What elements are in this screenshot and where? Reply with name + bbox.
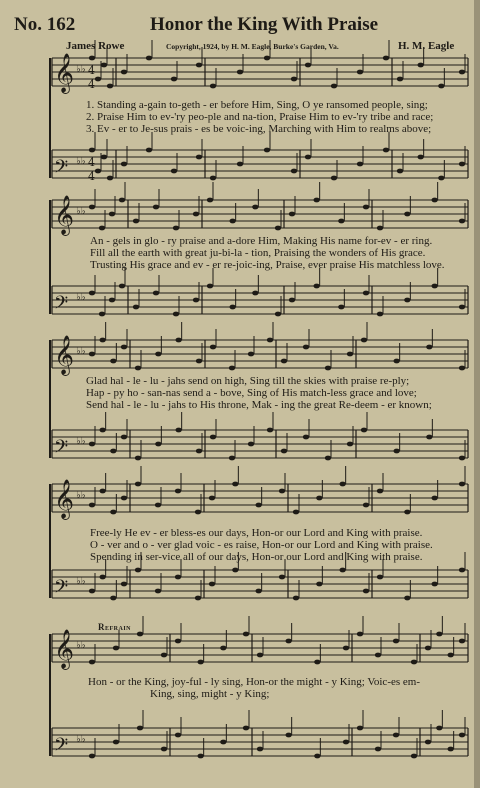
note-head: [155, 352, 161, 357]
note-head: [303, 345, 309, 350]
key-signature-flats: ♭♭: [76, 206, 86, 217]
note-head: [393, 359, 399, 364]
note-head: [99, 226, 105, 231]
note-head: [426, 435, 432, 440]
hymn-title: Honor the King With Praise: [150, 14, 379, 35]
note-head: [279, 489, 285, 494]
note-head: [267, 428, 273, 433]
note-head: [289, 212, 295, 217]
note-head: [338, 305, 344, 310]
note-head: [267, 338, 273, 343]
note-head: [110, 359, 116, 364]
note-head: [101, 155, 107, 160]
note-head: [291, 77, 297, 82]
note-head: [135, 456, 141, 461]
note-head: [110, 449, 116, 454]
note-head: [197, 754, 203, 759]
note-head: [252, 291, 258, 296]
note-head: [361, 338, 367, 343]
treble-clef-icon: 𝄞: [54, 195, 75, 235]
note-head: [210, 435, 216, 440]
lyric-line: 3. Ev - er to Je-sus prais - es be voic-ing, Marching with Him to realms above;: [86, 123, 432, 135]
note-head: [89, 589, 95, 594]
time-signature: 4: [88, 170, 95, 183]
note-head: [255, 503, 261, 508]
lyric-line: Hon - or the King, joy-ful - ly sing, Hon-or the might - y King; Voic-es em-: [88, 676, 420, 688]
time-signature: 4: [88, 78, 95, 91]
note-head: [243, 726, 249, 731]
note-head: [404, 212, 410, 217]
note-head: [209, 496, 215, 501]
note-head: [417, 63, 423, 68]
bass-clef-icon: 𝄢: [54, 437, 69, 462]
lyric-line: Hap - py ho - san-nas send a - bove, Sing of His match-less grace and love;: [86, 387, 417, 399]
note-head: [243, 632, 249, 637]
note-head: [155, 503, 161, 508]
note-head: [197, 660, 203, 665]
treble-clef-icon: 𝄞: [54, 53, 75, 93]
note-head: [293, 510, 299, 515]
note-head: [339, 568, 345, 573]
note-head: [135, 366, 141, 371]
treble-clef-icon: 𝄞: [54, 479, 75, 519]
note-head: [279, 575, 285, 580]
note-head: [175, 489, 181, 494]
lyric-line: An - gels in glo - ry praise and a-dore Him, Making His name for-ev - er ring.: [90, 235, 433, 247]
note-head: [232, 482, 238, 487]
note-head: [375, 653, 381, 658]
time-signature: 4: [88, 156, 95, 169]
note-head: [357, 726, 363, 731]
note-head: [325, 456, 331, 461]
note-head: [146, 148, 152, 153]
note-head: [89, 660, 95, 665]
note-head: [196, 63, 202, 68]
note-head: [109, 212, 115, 217]
note-head: [99, 575, 105, 580]
note-head: [257, 747, 263, 752]
note-head: [89, 56, 95, 61]
lyric-line: Spending in ser-vice all of our days, Hon-or our Lord and King with praise.: [90, 551, 423, 563]
note-head: [404, 298, 410, 303]
note-head: [425, 740, 431, 745]
note-head: [175, 428, 181, 433]
note-head: [99, 338, 105, 343]
note-head: [207, 284, 213, 289]
note-head: [195, 596, 201, 601]
note-head: [175, 575, 181, 580]
note-head: [285, 639, 291, 644]
note-head: [281, 449, 287, 454]
note-head: [255, 589, 261, 594]
note-head: [291, 169, 297, 174]
page-edge-shadow: [474, 0, 480, 788]
note-head: [305, 155, 311, 160]
refrain-label: Refrain: [98, 622, 132, 632]
note-head: [248, 352, 254, 357]
note-head: [89, 754, 95, 759]
note-head: [275, 312, 281, 317]
note-head: [121, 496, 127, 501]
note-head: [377, 489, 383, 494]
note-head: [377, 312, 383, 317]
note-head: [377, 575, 383, 580]
key-signature-flats: ♭♭: [76, 576, 86, 587]
note-head: [383, 56, 389, 61]
note-head: [397, 77, 403, 82]
note-head: [95, 169, 101, 174]
lyric-line: Free-ly He ev - er bless-es our days, Hon-or our Lord and King with praise.: [90, 527, 423, 539]
bass-clef-icon: 𝄢: [54, 577, 69, 602]
lyric-line: King, sing, might - y King;: [150, 688, 270, 700]
note-head: [426, 345, 432, 350]
note-head: [417, 155, 423, 160]
hymn-number: No. 162: [14, 14, 76, 35]
note-head: [404, 596, 410, 601]
bass-clef-icon: 𝄢: [54, 157, 69, 182]
note-head: [314, 754, 320, 759]
treble-clef-icon: 𝄞: [54, 335, 75, 375]
note-head: [89, 352, 95, 357]
key-signature-flats: ♭♭: [76, 156, 86, 167]
note-head: [119, 198, 125, 203]
note-head: [121, 435, 127, 440]
note-head: [438, 84, 444, 89]
note-head: [161, 747, 167, 752]
note-head: [357, 162, 363, 167]
note-head: [264, 56, 270, 61]
note-head: [436, 726, 442, 731]
lyric-line: Fill all the earth with great ju-bi-la - tion, Praising the wonders of His grace.: [90, 247, 426, 259]
note-head: [137, 726, 143, 731]
note-head: [397, 169, 403, 174]
note-head: [173, 312, 179, 317]
note-head: [459, 366, 465, 371]
note-head: [99, 312, 105, 317]
note-head: [363, 503, 369, 508]
note-head: [459, 70, 465, 75]
copyright-notice: Copyright, 1924, by H. M. Eagle, Burke's Garden, Va.: [166, 42, 339, 51]
note-head: [411, 660, 417, 665]
note-head: [153, 205, 159, 210]
note-head: [459, 639, 465, 644]
note-head: [229, 305, 235, 310]
note-head: [313, 198, 319, 203]
note-head: [207, 198, 213, 203]
key-signature-flats: ♭♭: [76, 734, 86, 745]
note-head: [119, 284, 125, 289]
note-head: [363, 589, 369, 594]
note-head: [155, 589, 161, 594]
note-head: [237, 162, 243, 167]
note-head: [316, 582, 322, 587]
note-head: [393, 639, 399, 644]
note-head: [210, 84, 216, 89]
note-head: [113, 740, 119, 745]
note-head: [89, 442, 95, 447]
note-head: [171, 169, 177, 174]
note-head: [110, 510, 116, 515]
note-head: [95, 77, 101, 82]
note-head: [289, 298, 295, 303]
note-head: [438, 176, 444, 181]
note-head: [316, 496, 322, 501]
key-signature-flats: ♭♭: [76, 346, 86, 357]
note-head: [459, 305, 465, 310]
note-head: [404, 510, 410, 515]
note-head: [209, 582, 215, 587]
note-head: [89, 503, 95, 508]
note-head: [436, 632, 442, 637]
note-head: [161, 653, 167, 658]
key-signature-flats: ♭♭: [76, 64, 86, 75]
note-head: [229, 366, 235, 371]
note-head: [431, 496, 437, 501]
note-head: [347, 442, 353, 447]
note-head: [425, 646, 431, 651]
note-head: [459, 456, 465, 461]
note-head: [121, 582, 127, 587]
note-head: [393, 733, 399, 738]
note-head: [135, 568, 141, 573]
note-head: [137, 632, 143, 637]
note-head: [347, 352, 353, 357]
note-head: [431, 198, 437, 203]
note-head: [264, 148, 270, 153]
note-head: [305, 63, 311, 68]
note-head: [377, 226, 383, 231]
note-head: [431, 582, 437, 587]
note-head: [220, 740, 226, 745]
key-signature-flats: ♭♭: [76, 490, 86, 501]
note-head: [459, 162, 465, 167]
lyric-line: O - ver and o - ver glad voic - es raise, Hon-or our Lord and King with praise.: [90, 539, 433, 551]
note-head: [109, 298, 115, 303]
note-head: [133, 305, 139, 310]
note-head: [411, 754, 417, 759]
note-head: [155, 442, 161, 447]
note-head: [210, 345, 216, 350]
note-head: [343, 646, 349, 651]
note-head: [173, 226, 179, 231]
note-head: [110, 596, 116, 601]
note-head: [175, 338, 181, 343]
note-head: [210, 176, 216, 181]
note-head: [303, 435, 309, 440]
note-head: [325, 366, 331, 371]
note-head: [196, 449, 202, 454]
note-head: [146, 56, 152, 61]
note-head: [393, 449, 399, 454]
note-head: [361, 428, 367, 433]
note-head: [121, 345, 127, 350]
note-head: [175, 733, 181, 738]
treble-clef-icon: 𝄞: [54, 629, 75, 669]
note-head: [101, 63, 107, 68]
key-signature-flats: ♭♭: [76, 292, 86, 303]
note-head: [459, 568, 465, 573]
note-head: [99, 489, 105, 494]
note-head: [89, 205, 95, 210]
note-head: [196, 155, 202, 160]
lyric-line: 2. Praise Him to ev-'ry peo-ple and na-tion, Praise Him to ev-'ry tribe and race;: [86, 111, 434, 123]
note-head: [248, 442, 254, 447]
note-head: [193, 212, 199, 217]
note-head: [357, 632, 363, 637]
note-head: [375, 747, 381, 752]
composer-credit: H. M. Eagle: [398, 40, 455, 52]
note-head: [383, 148, 389, 153]
note-head: [357, 70, 363, 75]
note-head: [107, 176, 113, 181]
lyric-line: Send hal - le - lu - jahs to His throne, Mak - ing the great Re-deem - er known;: [86, 399, 432, 411]
note-head: [447, 747, 453, 752]
note-head: [113, 646, 119, 651]
note-head: [285, 733, 291, 738]
note-head: [107, 84, 113, 89]
note-head: [313, 284, 319, 289]
note-head: [257, 653, 263, 658]
bass-clef-icon: 𝄢: [54, 735, 69, 760]
note-head: [121, 70, 127, 75]
note-head: [175, 639, 181, 644]
note-head: [331, 176, 337, 181]
note-head: [153, 291, 159, 296]
note-head: [275, 226, 281, 231]
note-head: [459, 219, 465, 224]
lyric-line: 1. Standing a-gain to-geth - er before Him, Sing, O ye ransomed people, sing;: [86, 99, 428, 111]
note-head: [252, 205, 258, 210]
note-head: [171, 77, 177, 82]
note-head: [338, 219, 344, 224]
note-head: [121, 162, 127, 167]
lyric-line: Glad hal - le - lu - jahs send on high, Sing till the skies with praise re-ply;: [86, 375, 410, 387]
note-head: [232, 568, 238, 573]
note-head: [459, 733, 465, 738]
note-head: [281, 359, 287, 364]
note-head: [339, 482, 345, 487]
note-head: [447, 653, 453, 658]
note-head: [89, 148, 95, 153]
note-head: [89, 291, 95, 296]
note-head: [220, 646, 226, 651]
note-head: [237, 70, 243, 75]
note-head: [229, 456, 235, 461]
note-head: [293, 596, 299, 601]
key-signature-flats: ♭♭: [76, 436, 86, 447]
note-head: [196, 359, 202, 364]
note-head: [363, 291, 369, 296]
note-head: [331, 84, 337, 89]
note-head: [229, 219, 235, 224]
bass-clef-icon: 𝄢: [54, 293, 69, 318]
note-head: [135, 482, 141, 487]
note-head: [193, 298, 199, 303]
note-head: [99, 428, 105, 433]
lyric-line: Trusting His grace and ev - er re-joic-ing, Praise, ever praise His matchless love.: [90, 259, 445, 271]
note-head: [343, 740, 349, 745]
note-head: [314, 660, 320, 665]
note-head: [459, 482, 465, 487]
author-credit: James Rowe: [66, 40, 125, 52]
note-head: [431, 284, 437, 289]
note-head: [363, 205, 369, 210]
time-signature: 4: [88, 64, 95, 77]
key-signature-flats: ♭♭: [76, 640, 86, 651]
note-head: [133, 219, 139, 224]
note-head: [195, 510, 201, 515]
